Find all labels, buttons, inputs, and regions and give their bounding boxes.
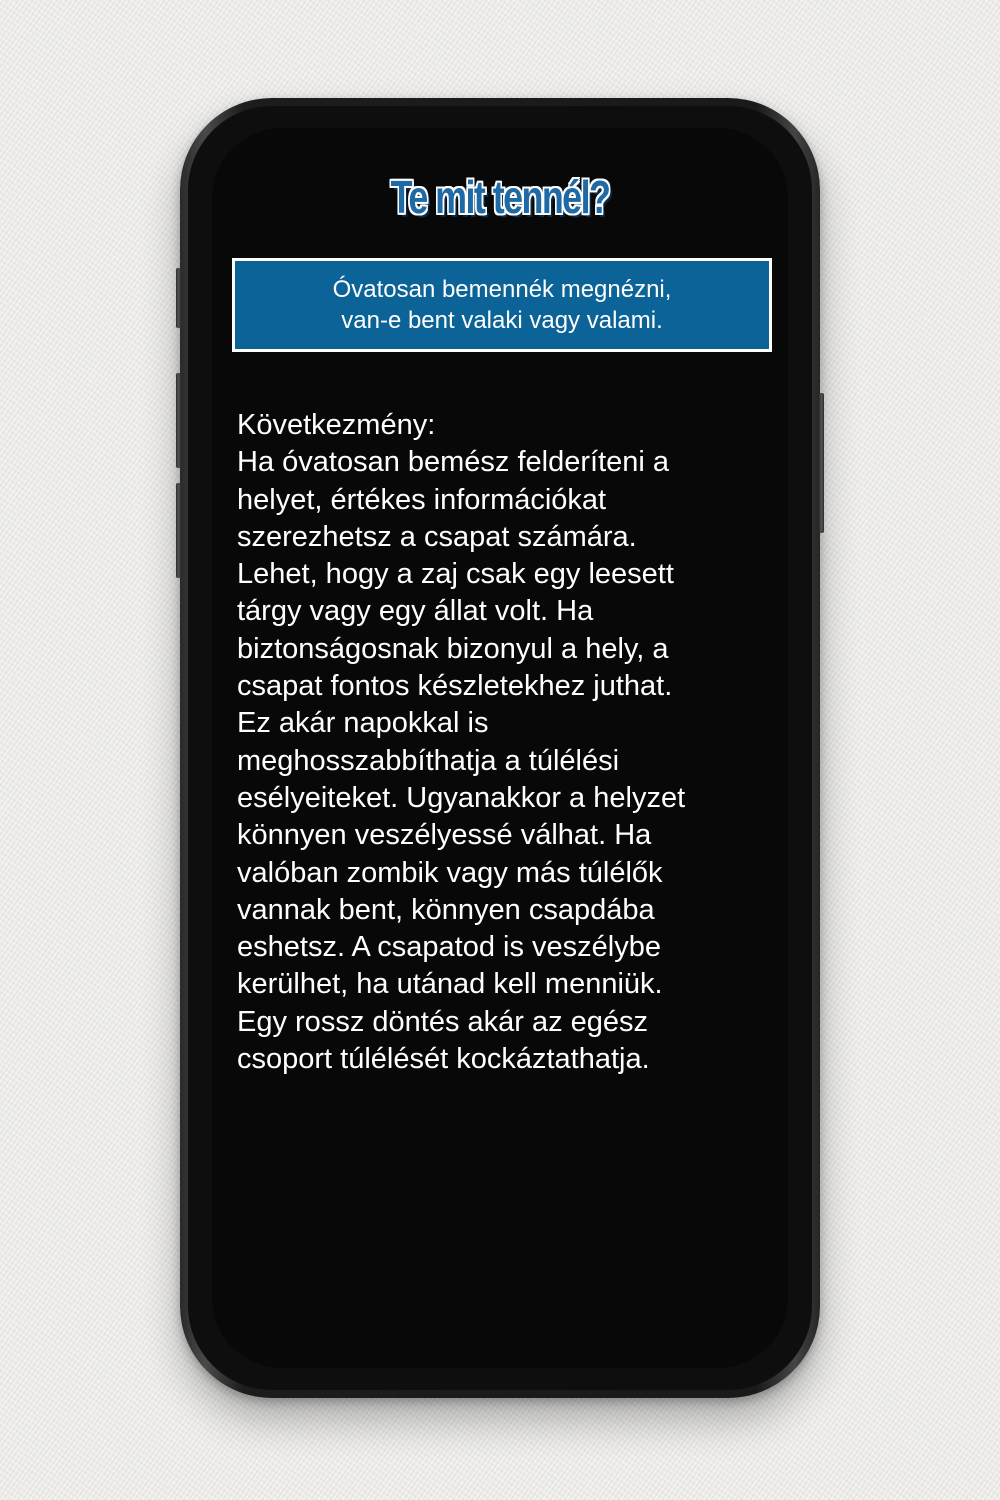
consequence-line: kerülhet, ha utánad kell menniük. (237, 968, 663, 1001)
consequence-label: Következmény: (237, 409, 436, 441)
consequence-line: csapat fontos készletekhez juthat. (237, 670, 673, 703)
consequence-line: vannak bent, könnyen csapdába (237, 893, 655, 926)
consequence-line: szerezhetsz a csapat számára. (237, 520, 637, 553)
consequence-line: Lehet, hogy a zaj csak egy leesett (237, 558, 674, 591)
consequence-line: helyet, értékes információkat (237, 483, 607, 516)
consequence-line: Ha óvatosan bemész felderíteni a (237, 446, 670, 479)
volume-down-button (176, 483, 181, 578)
volume-up-button (176, 373, 181, 468)
consequence-line: könnyen veszélyessé válhat. Ha (237, 819, 652, 852)
consequence-line: biztonságosnak bizonyul a hely, a (237, 632, 669, 665)
phone-screen (212, 128, 788, 1368)
phone-bezel (188, 106, 812, 1390)
power-button (819, 393, 824, 533)
consequence-line: valóban zombik vagy más túlélők (237, 856, 663, 889)
choice-text-line: van-e bent valaki vagy valami. (341, 307, 663, 334)
consequence-line: csoport túlélését kockáztathatja. (237, 1043, 650, 1076)
choice-text-line: Óvatosan bemennék megnézni, (332, 276, 672, 303)
consequence-line: tárgy vagy egy állat volt. Ha (237, 595, 594, 628)
consequence-line: Ez akár napokkal is (237, 707, 489, 740)
smartphone-mockup (180, 98, 820, 1398)
silent-switch (176, 268, 181, 328)
consequence-line: eshetsz. A csapatod is veszélybe (237, 931, 661, 964)
consequence-line: meghosszabbíthatja a túlélési (237, 744, 620, 777)
consequence-text (237, 407, 777, 1078)
choice-option-box[interactable] (232, 258, 772, 352)
consequence-line: Egy rossz döntés akár az egész (237, 1005, 649, 1038)
consequence-line: esélyeiteket. Ugyanakkor a helyzet (237, 781, 686, 814)
page-title: Te mit tennél? (390, 171, 610, 223)
